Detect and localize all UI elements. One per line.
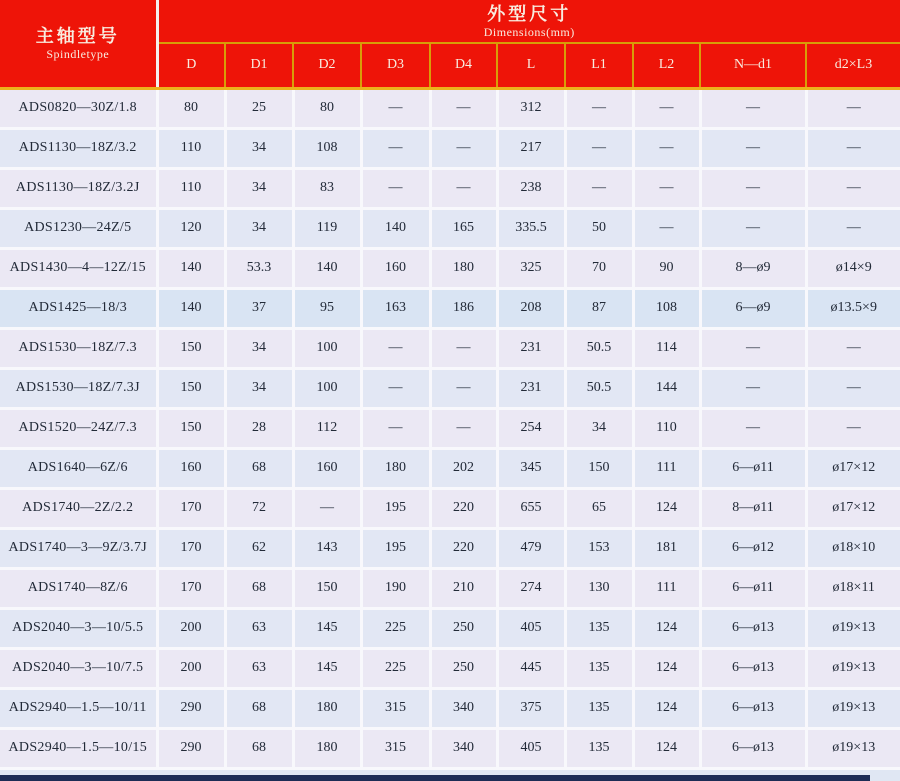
value-cell: 170 bbox=[157, 488, 225, 528]
value-cell: 150 bbox=[157, 328, 225, 368]
value-cell: 135 bbox=[565, 688, 633, 728]
value-cell: 315 bbox=[361, 728, 430, 768]
value-cell: 6—ø13 bbox=[700, 688, 806, 728]
value-cell: — bbox=[633, 208, 700, 248]
model-cell: ADS2940—1.5—10/11 bbox=[0, 688, 157, 728]
spindle-type-label-en: Spindletype bbox=[46, 47, 110, 62]
column-header-l2: L2 bbox=[633, 43, 700, 88]
value-cell: 405 bbox=[497, 728, 565, 768]
value-cell: 111 bbox=[633, 568, 700, 608]
value-cell: 135 bbox=[565, 648, 633, 688]
value-cell: 6—ø12 bbox=[700, 528, 806, 568]
value-cell: 180 bbox=[430, 248, 497, 288]
value-cell: 325 bbox=[497, 248, 565, 288]
value-cell: 124 bbox=[633, 648, 700, 688]
column-header-d: D bbox=[157, 43, 225, 88]
value-cell: 87 bbox=[565, 288, 633, 328]
value-cell: 68 bbox=[225, 728, 293, 768]
value-cell: 100 bbox=[293, 328, 361, 368]
value-cell: 112 bbox=[293, 408, 361, 448]
value-cell: 124 bbox=[633, 728, 700, 768]
value-cell: 160 bbox=[293, 448, 361, 488]
value-cell: 405 bbox=[497, 608, 565, 648]
value-cell: — bbox=[430, 88, 497, 128]
value-cell: — bbox=[633, 168, 700, 208]
table-row bbox=[0, 688, 900, 728]
value-cell: 124 bbox=[633, 488, 700, 528]
value-cell: 312 bbox=[497, 88, 565, 128]
value-cell: 25 bbox=[225, 88, 293, 128]
dimensions-label-zh: 外型尺寸 bbox=[487, 3, 572, 24]
value-cell: 220 bbox=[430, 528, 497, 568]
value-cell: 119 bbox=[293, 208, 361, 248]
model-cell: ADS1130—18Z/3.2J bbox=[0, 168, 157, 208]
value-cell: ø19×13 bbox=[806, 688, 900, 728]
value-cell: — bbox=[293, 488, 361, 528]
value-cell: 315 bbox=[361, 688, 430, 728]
value-cell: 150 bbox=[157, 408, 225, 448]
value-cell: ø17×12 bbox=[806, 488, 900, 528]
value-cell: 144 bbox=[633, 368, 700, 408]
table-row bbox=[0, 488, 900, 528]
value-cell: 238 bbox=[497, 168, 565, 208]
value-cell: 6—ø13 bbox=[700, 648, 806, 688]
value-cell: 72 bbox=[225, 488, 293, 528]
table-row bbox=[0, 608, 900, 648]
column-header-d3: D3 bbox=[361, 43, 430, 88]
value-cell: 108 bbox=[633, 288, 700, 328]
value-cell: 254 bbox=[497, 408, 565, 448]
value-cell: 231 bbox=[497, 328, 565, 368]
value-cell: 210 bbox=[430, 568, 497, 608]
value-cell: — bbox=[700, 408, 806, 448]
value-cell: 68 bbox=[225, 568, 293, 608]
value-cell: 160 bbox=[157, 448, 225, 488]
value-cell: 28 bbox=[225, 408, 293, 448]
value-cell: 120 bbox=[157, 208, 225, 248]
value-cell: 180 bbox=[361, 448, 430, 488]
model-cell: ADS1430—4—12Z/15 bbox=[0, 248, 157, 288]
value-cell: 111 bbox=[633, 448, 700, 488]
value-cell: 53.3 bbox=[225, 248, 293, 288]
model-cell: ADS2040—3—10/5.5 bbox=[0, 608, 157, 648]
value-cell: 220 bbox=[430, 488, 497, 528]
table-row bbox=[0, 368, 900, 408]
model-cell: ADS1425—18/3 bbox=[0, 288, 157, 328]
value-cell: — bbox=[806, 88, 900, 128]
value-cell: 195 bbox=[361, 528, 430, 568]
value-cell: 170 bbox=[157, 528, 225, 568]
value-cell: 135 bbox=[565, 608, 633, 648]
value-cell: ø19×13 bbox=[806, 728, 900, 768]
table-row bbox=[0, 408, 900, 448]
model-cell: ADS1520—24Z/7.3 bbox=[0, 408, 157, 448]
value-cell: 340 bbox=[430, 688, 497, 728]
model-cell: ADS1740—2Z/2.2 bbox=[0, 488, 157, 528]
model-cell: ADS1530—18Z/7.3J bbox=[0, 368, 157, 408]
value-cell: 34 bbox=[225, 328, 293, 368]
value-cell: — bbox=[430, 408, 497, 448]
value-cell: 110 bbox=[157, 128, 225, 168]
value-cell: 225 bbox=[361, 608, 430, 648]
value-cell: 217 bbox=[497, 128, 565, 168]
value-cell: 108 bbox=[293, 128, 361, 168]
spindle-type-header-cell bbox=[0, 0, 157, 88]
table-row bbox=[0, 328, 900, 368]
value-cell: 375 bbox=[497, 688, 565, 728]
value-cell: 90 bbox=[633, 248, 700, 288]
column-header-d2: D2 bbox=[293, 43, 361, 88]
value-cell: 655 bbox=[497, 488, 565, 528]
value-cell: — bbox=[806, 168, 900, 208]
value-cell: 186 bbox=[430, 288, 497, 328]
value-cell: — bbox=[633, 128, 700, 168]
value-cell: 62 bbox=[225, 528, 293, 568]
value-cell: — bbox=[430, 328, 497, 368]
value-cell: 6—ø11 bbox=[700, 448, 806, 488]
model-cell: ADS1530—18Z/7.3 bbox=[0, 328, 157, 368]
dimensions-header-cell bbox=[157, 0, 900, 43]
table-row bbox=[0, 448, 900, 488]
value-cell: — bbox=[806, 368, 900, 408]
value-cell: 68 bbox=[225, 688, 293, 728]
value-cell: 345 bbox=[497, 448, 565, 488]
value-cell: — bbox=[361, 368, 430, 408]
value-cell: 200 bbox=[157, 648, 225, 688]
value-cell: 37 bbox=[225, 288, 293, 328]
table-row bbox=[0, 168, 900, 208]
value-cell: 50.5 bbox=[565, 328, 633, 368]
value-cell: 140 bbox=[293, 248, 361, 288]
model-cell: ADS2040—3—10/7.5 bbox=[0, 648, 157, 688]
value-cell: 170 bbox=[157, 568, 225, 608]
value-cell: 135 bbox=[565, 728, 633, 768]
value-cell: 250 bbox=[430, 648, 497, 688]
dimensions-label-en: Dimensions(mm) bbox=[483, 25, 575, 40]
value-cell: — bbox=[430, 168, 497, 208]
value-cell: 181 bbox=[633, 528, 700, 568]
value-cell: — bbox=[806, 208, 900, 248]
value-cell: ø18×11 bbox=[806, 568, 900, 608]
model-cell: ADS1640—6Z/6 bbox=[0, 448, 157, 488]
value-cell: 290 bbox=[157, 688, 225, 728]
column-header-l: L bbox=[497, 43, 565, 88]
value-cell: — bbox=[806, 128, 900, 168]
table-row bbox=[0, 88, 900, 128]
value-cell: 140 bbox=[361, 208, 430, 248]
value-cell: — bbox=[565, 128, 633, 168]
value-cell: 34 bbox=[565, 408, 633, 448]
value-cell: 50 bbox=[565, 208, 633, 248]
value-cell: 68 bbox=[225, 448, 293, 488]
value-cell: 8—ø9 bbox=[700, 248, 806, 288]
value-cell: 6—ø13 bbox=[700, 728, 806, 768]
value-cell: 290 bbox=[157, 728, 225, 768]
value-cell: ø19×13 bbox=[806, 608, 900, 648]
column-header-d2xl3: d2×L3 bbox=[806, 43, 900, 88]
value-cell: 153 bbox=[565, 528, 633, 568]
table-row bbox=[0, 128, 900, 168]
value-cell: 208 bbox=[497, 288, 565, 328]
value-cell: 80 bbox=[157, 88, 225, 128]
value-cell: — bbox=[700, 368, 806, 408]
table-body bbox=[0, 88, 900, 768]
table-row bbox=[0, 648, 900, 688]
value-cell: 6—ø9 bbox=[700, 288, 806, 328]
value-cell: 335.5 bbox=[497, 208, 565, 248]
value-cell: 130 bbox=[565, 568, 633, 608]
value-cell: 145 bbox=[293, 648, 361, 688]
column-header-n-d1: N—d1 bbox=[700, 43, 806, 88]
value-cell: 190 bbox=[361, 568, 430, 608]
value-cell: ø14×9 bbox=[806, 248, 900, 288]
model-cell: ADS1740—8Z/6 bbox=[0, 568, 157, 608]
value-cell: 34 bbox=[225, 128, 293, 168]
column-header-d4: D4 bbox=[430, 43, 497, 88]
value-cell: 114 bbox=[633, 328, 700, 368]
table-row bbox=[0, 728, 900, 768]
table-row bbox=[0, 528, 900, 568]
value-cell: — bbox=[430, 368, 497, 408]
value-cell: 8—ø11 bbox=[700, 488, 806, 528]
column-header-d1: D1 bbox=[225, 43, 293, 88]
value-cell: 274 bbox=[497, 568, 565, 608]
value-cell: 180 bbox=[293, 688, 361, 728]
value-cell: — bbox=[361, 408, 430, 448]
value-cell: 63 bbox=[225, 608, 293, 648]
value-cell: 200 bbox=[157, 608, 225, 648]
value-cell: 445 bbox=[497, 648, 565, 688]
model-cell: ADS1230—24Z/5 bbox=[0, 208, 157, 248]
value-cell: — bbox=[430, 128, 497, 168]
value-cell: 231 bbox=[497, 368, 565, 408]
table-header bbox=[0, 0, 900, 88]
value-cell: 195 bbox=[361, 488, 430, 528]
value-cell: 83 bbox=[293, 168, 361, 208]
column-header-l1: L1 bbox=[565, 43, 633, 88]
table-row bbox=[0, 288, 900, 328]
value-cell: 110 bbox=[633, 408, 700, 448]
value-cell: — bbox=[361, 88, 430, 128]
value-cell: — bbox=[565, 168, 633, 208]
value-cell: 100 bbox=[293, 368, 361, 408]
value-cell: 150 bbox=[565, 448, 633, 488]
value-cell: — bbox=[361, 168, 430, 208]
value-cell: 6—ø13 bbox=[700, 608, 806, 648]
value-cell: — bbox=[633, 88, 700, 128]
value-cell: 225 bbox=[361, 648, 430, 688]
model-cell: ADS0820—30Z/1.8 bbox=[0, 88, 157, 128]
model-cell: ADS1740—3—9Z/3.7J bbox=[0, 528, 157, 568]
value-cell: — bbox=[700, 208, 806, 248]
value-cell: 65 bbox=[565, 488, 633, 528]
spindle-type-label-zh: 主轴型号 bbox=[35, 25, 120, 46]
value-cell: 165 bbox=[430, 208, 497, 248]
value-cell: 150 bbox=[157, 368, 225, 408]
table-row bbox=[0, 208, 900, 248]
value-cell: 479 bbox=[497, 528, 565, 568]
value-cell: 110 bbox=[157, 168, 225, 208]
value-cell: 63 bbox=[225, 648, 293, 688]
value-cell: 143 bbox=[293, 528, 361, 568]
value-cell: 34 bbox=[225, 168, 293, 208]
value-cell: 140 bbox=[157, 248, 225, 288]
value-cell: — bbox=[806, 328, 900, 368]
value-cell: 6—ø11 bbox=[700, 568, 806, 608]
value-cell: 70 bbox=[565, 248, 633, 288]
value-cell: 150 bbox=[293, 568, 361, 608]
value-cell: 340 bbox=[430, 728, 497, 768]
table-row bbox=[0, 248, 900, 288]
value-cell: 34 bbox=[225, 368, 293, 408]
value-cell: 50.5 bbox=[565, 368, 633, 408]
value-cell: — bbox=[361, 328, 430, 368]
value-cell: — bbox=[806, 408, 900, 448]
value-cell: 124 bbox=[633, 688, 700, 728]
value-cell: — bbox=[700, 168, 806, 208]
value-cell: 95 bbox=[293, 288, 361, 328]
value-cell: 124 bbox=[633, 608, 700, 648]
value-cell: ø18×10 bbox=[806, 528, 900, 568]
value-cell: 250 bbox=[430, 608, 497, 648]
value-cell: — bbox=[565, 88, 633, 128]
value-cell: — bbox=[700, 88, 806, 128]
value-cell: 145 bbox=[293, 608, 361, 648]
bottom-navy-strip bbox=[0, 775, 870, 781]
model-cell: ADS2940—1.5—10/15 bbox=[0, 728, 157, 768]
value-cell: 180 bbox=[293, 728, 361, 768]
value-cell: 202 bbox=[430, 448, 497, 488]
model-cell: ADS1130—18Z/3.2 bbox=[0, 128, 157, 168]
value-cell: ø17×12 bbox=[806, 448, 900, 488]
value-cell: 163 bbox=[361, 288, 430, 328]
value-cell: 160 bbox=[361, 248, 430, 288]
value-cell: 34 bbox=[225, 208, 293, 248]
value-cell: ø13.5×9 bbox=[806, 288, 900, 328]
value-cell: — bbox=[700, 128, 806, 168]
value-cell: — bbox=[361, 128, 430, 168]
table-row bbox=[0, 568, 900, 608]
value-cell: 140 bbox=[157, 288, 225, 328]
value-cell: 80 bbox=[293, 88, 361, 128]
value-cell: — bbox=[700, 328, 806, 368]
value-cell: ø19×13 bbox=[806, 648, 900, 688]
